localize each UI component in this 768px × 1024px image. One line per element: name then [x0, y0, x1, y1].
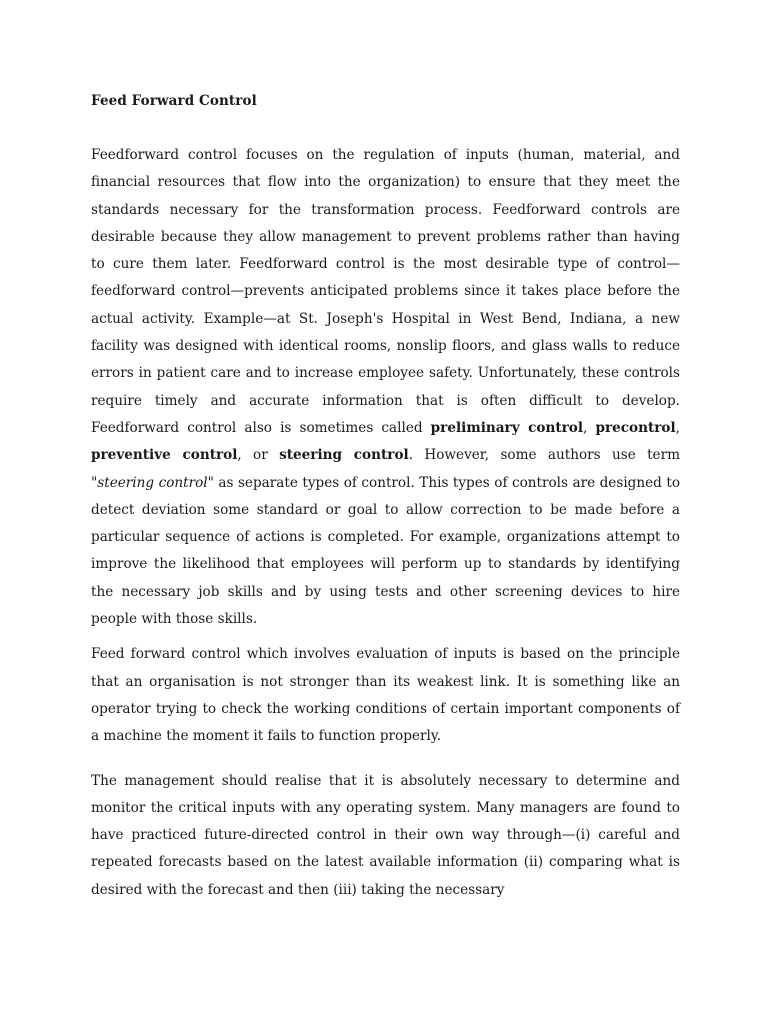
paragraph-1-text-b: . However, some authors use term " — [91, 447, 680, 491]
paragraph-1-text-c: " as separate types of control. This types of controls are designed to detect deviation some standard or goal to allow correction to be made before a particular sequence of actions is completed. For example, organizations attempt to improve the likelihood that employees will perform up to standards by identifying the necessary job skills and by using tests and other screening devices to hire people with those skills. — [91, 474, 681, 628]
term-preliminary-control: preliminary control — [430, 419, 584, 436]
paragraph-1-text-a: Feedforward control focuses on the regulation of inputs (human, material, and financial resources that flow into the organization) to ensure that they meet the standards necessary for the transformation process. Feedforward controls are desirable because they allow management to prevent problems rather than having to cure them later. Feedforward control is the most desirable type of control—feedforward control—prevents anticipated problems since it takes place before the actual activity. Example—at St. Joseph's Hospital in West Bend, Indiana, a new facility was designed with identical rooms, nonslip floors, and glass walls to reduce errors in patient care and to increase employee safety. Unfortunately, these controls require timely and accurate information that is often difficult to develop. Feedforward control also is sometimes called — [91, 147, 680, 436]
separator-1: , — [583, 419, 596, 436]
term-preventive-control: preventive control — [91, 447, 238, 464]
paragraph-3: The management should realise that it is absolutely necessary to determine and monitor the critical inputs with any operating system. Many managers are found to have practiced future-directed control in their own way through—(i) careful and repeated forecasts based on the latest available information (ii) comparing what is desired with the forecast and then (iii) taking the necessary — [91, 772, 680, 898]
italic-steering-control: steering control — [97, 474, 208, 491]
separator-2: , — [675, 419, 680, 436]
term-precontrol: precontrol — [595, 419, 676, 436]
paragraph-2: Feed forward control which involves evaluation of inputs is based on the principle that an organisation is not stronger than its weakest link. It is something like an operator trying to check the working conditions of certain important components of a machine the moment it fails to function properly. — [91, 646, 680, 745]
paragraph-1 — [91, 142, 680, 633]
separator-3: , or — [237, 447, 280, 464]
section-heading: Feed Forward Control — [91, 93, 257, 109]
term-steering-control: steering control — [279, 447, 409, 464]
